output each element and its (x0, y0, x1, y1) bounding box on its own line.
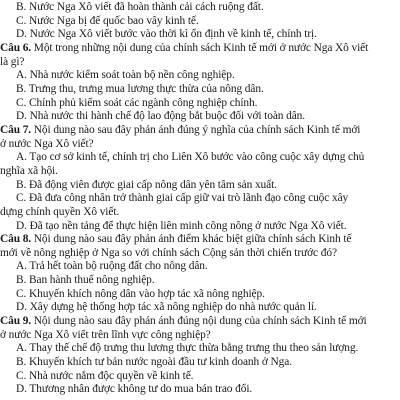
q8-stem (0, 233, 351, 246)
q9-option-a: A. Thay thế chế độ trưng thu lương thực thừa bằng trưng thu theo sản lượng. (16, 342, 359, 355)
q5-option-d: D. Nước Nga Xô viết bước vào thời kì ổn định về kinh tế, chính trị. (16, 28, 317, 41)
q9-stem-text: Nội dung nào sau đây phản ánh đúng nội dung của chính sách Kinh tế mới (31, 315, 367, 328)
q6-option-b: B. Trưng thu, trưng mua lương thực thừa của nông dân. (16, 82, 264, 95)
q6-option-c: C. Chính phủ kiểm soát các ngành công nghiệp chính. (16, 96, 258, 109)
q7-option-c-cont: dựng chính quyền Xô viết. (0, 205, 120, 218)
q6-stem-text: Một trong những nội dung của chính sách Kinh tế mới ở nước Nga Xô viết (31, 42, 369, 54)
q8-option-b: B. Ban hành thuế nông nghiệp. (16, 274, 155, 287)
q9-option-c: C. Nhà nước nắm độc quyền về kinh tế. (16, 369, 194, 382)
q6-label: Câu 6. (0, 42, 32, 54)
q6-option-d: D. Nhà nước thi hành chế độ lao động bắt buộc đối với toàn dân. (16, 110, 306, 123)
q6-stem (0, 42, 368, 55)
q7-stem (0, 124, 360, 137)
q9-stem-cont: ở nước Nga Xô viết trên lĩnh vực công nghiệp? (0, 328, 211, 341)
q7-stem-cont: ở nước Nga Xô viết? (0, 137, 94, 150)
q9-label: Câu 9. (0, 315, 32, 328)
q9-option-b: B. Khuyến khích tư bản nước ngoài đầu tư kinh doanh ở Nga. (16, 356, 292, 368)
q8-option-c: C. Khuyến khích nông dân vào hợp tác xã nông nghiệp. (16, 287, 265, 300)
q5-option-b: B. Nước Nga Xô viết đã hoàn thành cải cách ruộng đất. (16, 1, 264, 13)
q7-option-a-cont: nghĩa xã hội. (0, 164, 58, 177)
q6-option-a: A. Nhà nước kiểm soát toàn bộ nền công nghiệp. (16, 69, 235, 82)
q6-stem-cont: là gì? (0, 55, 25, 68)
q7-option-c: C. Đã đưa công nhân trở thành giai cấp giữ vai trò lãnh đạo công cuộc xây (16, 192, 349, 205)
q8-label: Câu 8. (0, 233, 32, 246)
q9-option-d: D. Thương nhân được không tư do mua bán trao đổi. (16, 383, 253, 396)
q7-label: Câu 7. (0, 123, 32, 136)
q7-option-d: D. Đã tạo nền tảng để thực hiện liên minh công nông ở nước Nga Xô viết. (16, 219, 347, 232)
q8-option-d: D. Xây dựng hệ thống hợp tác xã nông nghiệp do nhà nước quản lí. (16, 301, 317, 314)
q7-option-a: A. Tạo cơ sở kinh tế, chính trị cho Liên Xô bước vào công cuộc xây dựng chủ (16, 151, 365, 164)
q9-stem (0, 315, 367, 328)
q7-stem-text: Nội dung nào sau đây phản ánh đúng ý nghĩa của chính sách Kinh tế mới (31, 123, 361, 136)
q8-option-a: A. Trả hết toàn bộ ruộng đất cho nông dân. (16, 260, 208, 273)
q8-stem-cont: mới về nông nghiệp ở Nga so với chính sách Cộng sản thời chiến trước đó? (0, 246, 337, 259)
q5-option-c: C. Nước Nga bị đế quốc bao vây kinh tế. (16, 14, 199, 27)
q8-stem-text: Nội dung nào sau đây phản ánh điểm khác biệt giữa chính sách Kinh tế (31, 233, 352, 246)
q7-option-b: B. Đã động viên được giai cấp nông dân yên tâm sản xuất. (16, 178, 277, 191)
